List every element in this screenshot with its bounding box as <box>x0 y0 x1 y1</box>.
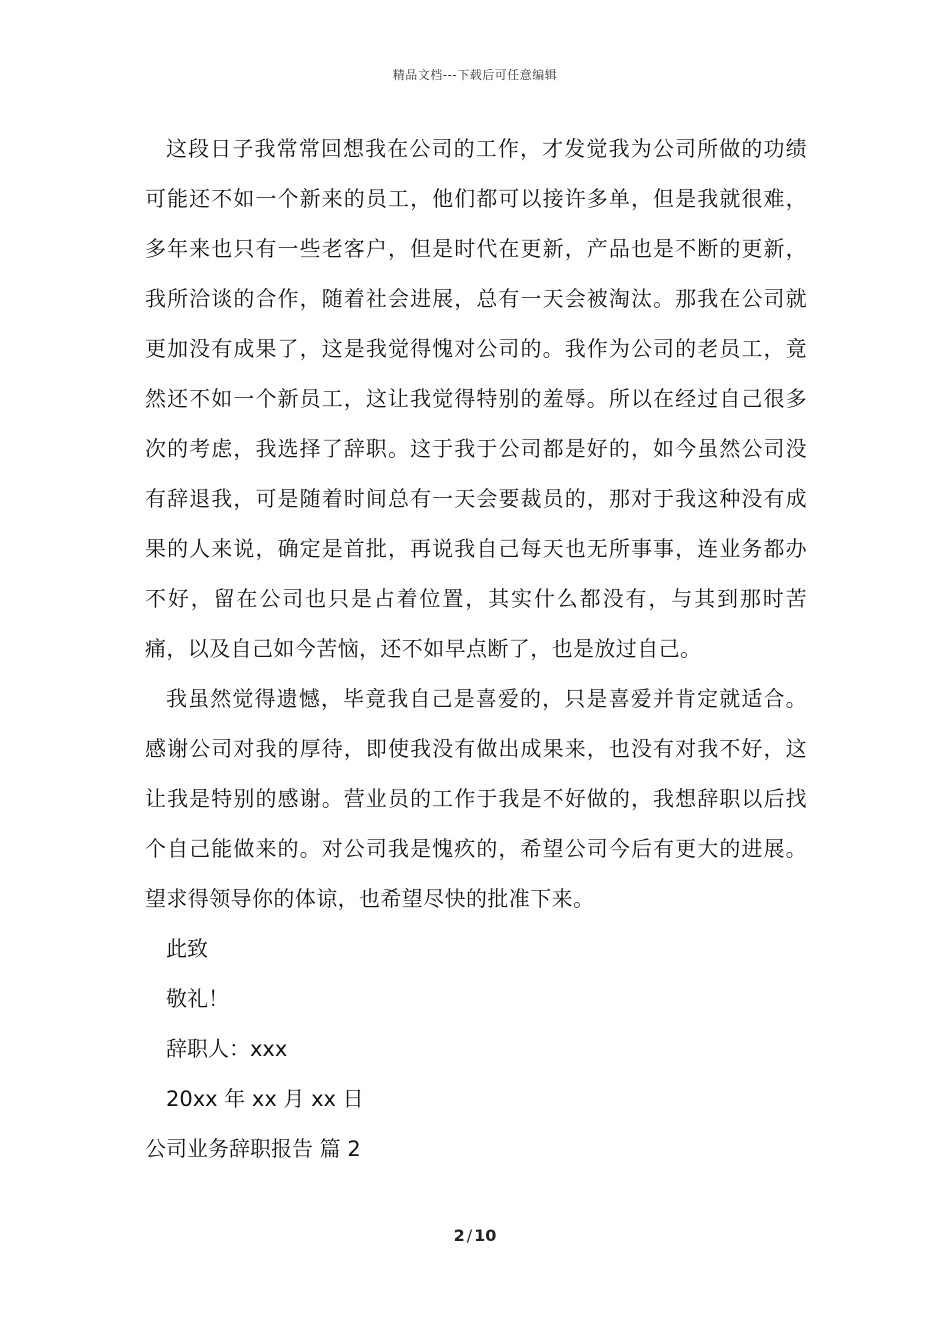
next-section-title: 公司业务辞职报告 篇 2 <box>145 1137 361 1161</box>
page-number <box>0 1226 950 1245</box>
date-line: 20xx 年 xx 月 xx 日 <box>166 1087 364 1111</box>
current-page-number: 2 <box>453 1226 465 1245</box>
body-paragraph-2: 我虽然觉得遗憾，毕竟我自己是喜爱的，只是喜爱并肯定就适合。感谢公司对我的厚待，即使我没有做出成果来，也没有对我不好，这让我是特别的感谢。营业员的工作于我是不好做的，我想辞职以后找个自己能做来的。对公司我是愧疚的，希望公司今后有更大的进展。望求得领导你的体谅，也希望尽快的批准下来。 <box>145 687 807 911</box>
signer-line: 辞职人：xxx <box>166 1037 288 1061</box>
total-pages-number: 10 <box>474 1226 497 1245</box>
closing-regards: 敬礼！ <box>166 987 229 1011</box>
document-body <box>145 124 807 1174</box>
page-header: 精品文档---下载后可任意编辑 <box>392 68 558 82</box>
body-paragraph-1: 这段日子我常常回想我在公司的工作，才发觉我为公司所做的功绩可能还不如一个新来的员工，他们都可以接许多单，但是我就很难，多年来也只有一些老客户，但是时代在更新，产品也是不断的更新，我所洽谈的合作，随着社会进展，总有一天会被淘汰。那我在公司就更加没有成果了，这是我觉得愧对公司的。我作为公司的老员工，竟然还不如一个新员工，这让我觉得特别的羞辱。所以在经过自己很多次的考虑，我选择了辞职。这于我于公司都是好的，如今虽然公司没有辞退我，可是随着时间总有一天会要裁员的，那对于我这种没有成果的人来说，确定是首批，再说我自己每天也无所事事，连业务都办不好，留在公司也只是占着位置，其实什么都没有，与其到那时苦痛，以及自己如今苦恼，还不如早点断了，也是放过自己。 <box>145 137 807 661</box>
page-separator: / <box>466 1226 473 1245</box>
closing-salutation: 此致 <box>166 937 208 961</box>
